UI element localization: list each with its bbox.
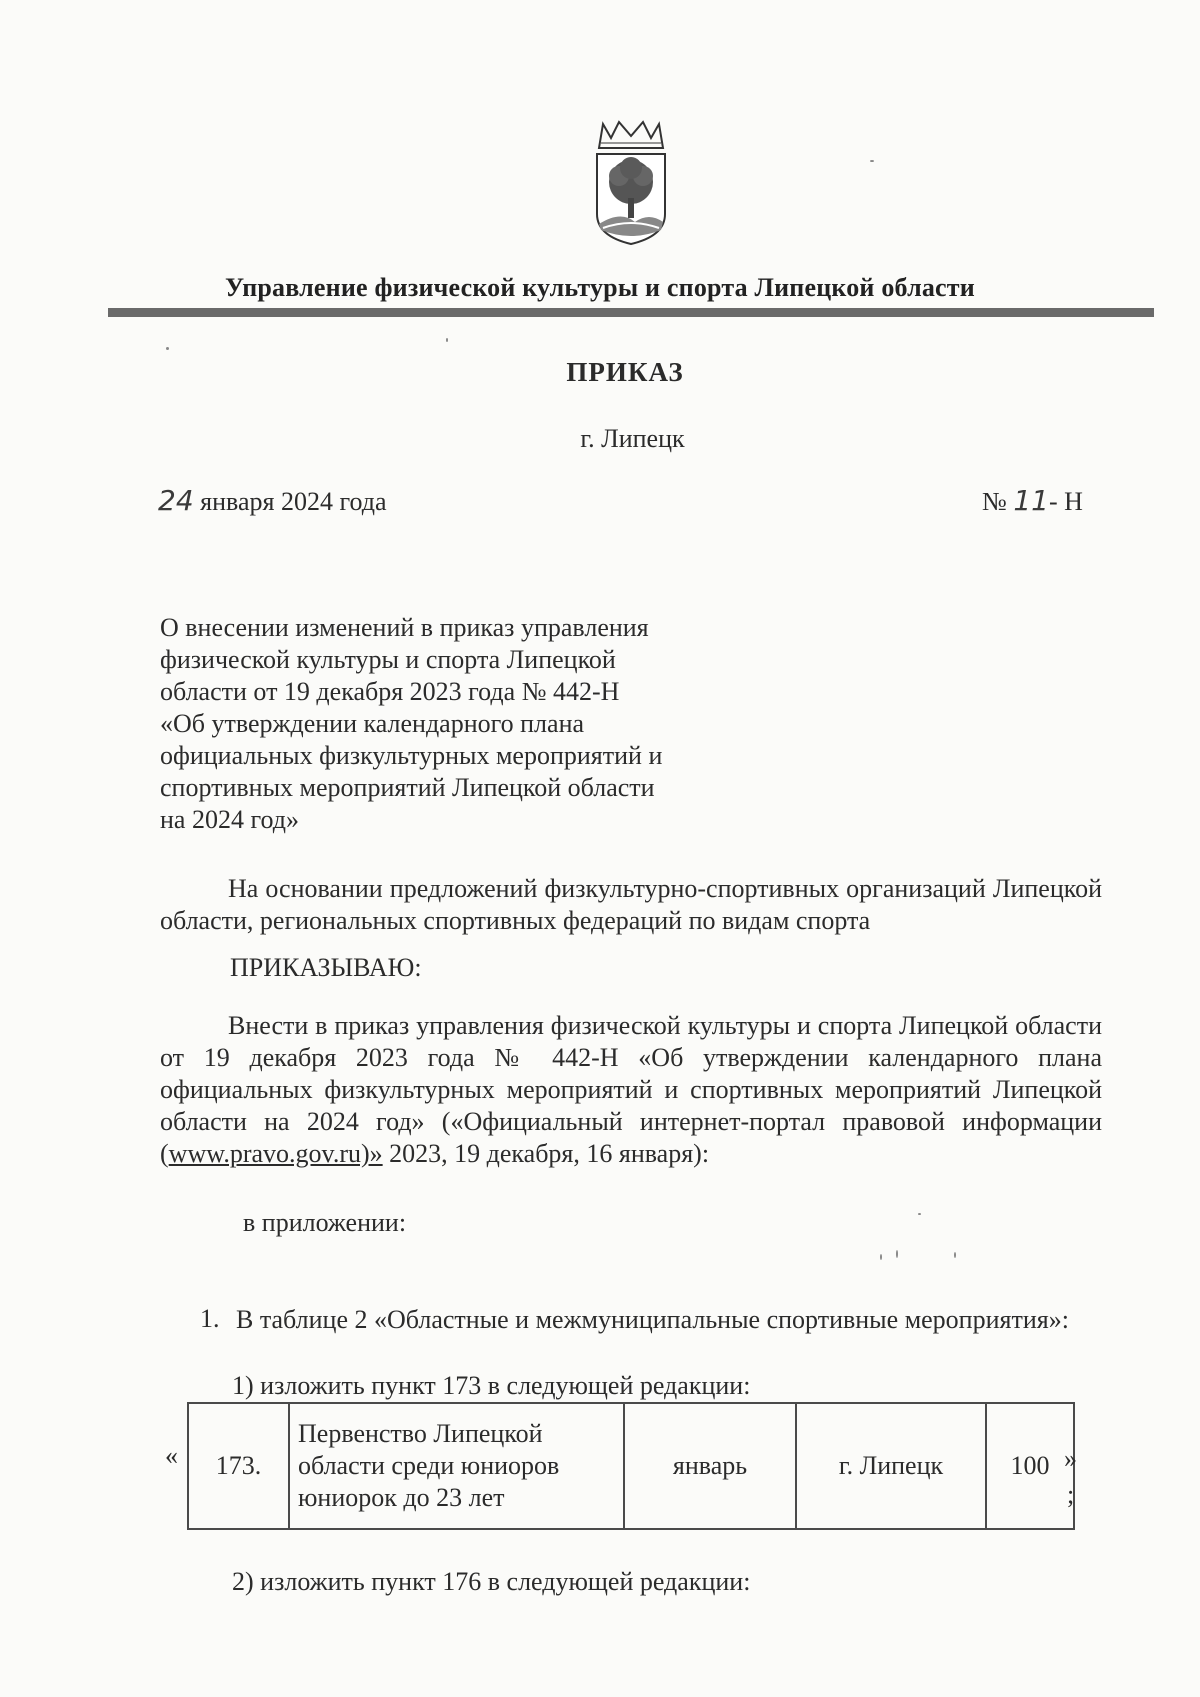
- document-subject: [160, 612, 780, 836]
- date-day-handwritten: 24: [158, 484, 194, 517]
- scan-speck: [870, 160, 874, 162]
- annex-line: в приложении:: [243, 1208, 407, 1237]
- basis-paragraph: На основании предложений физкультурно-спортивных организаций Липецкой области, региональных спортивных федераций по видам спорта: [160, 874, 1102, 935]
- cell-month: январь: [624, 1403, 796, 1529]
- scan-speck: [896, 1250, 898, 1258]
- subitem-2: 2) изложить пункт 176 в следующей редакции:: [232, 1567, 751, 1596]
- scan-speck: [880, 1254, 882, 1260]
- document-date: [158, 484, 386, 517]
- header-divider: [108, 308, 1154, 317]
- quote-close: »: [1064, 1444, 1077, 1473]
- number-suffix: - Н: [1048, 487, 1083, 516]
- number-handwritten: 11: [1013, 484, 1049, 517]
- subject-line: области от 19 декабря 2023 года № 442-Н: [160, 677, 620, 706]
- subject-line: «Об утверждении календарного плана: [160, 709, 585, 738]
- number-sign: №: [982, 487, 1007, 516]
- cell-event-name: [289, 1403, 624, 1529]
- event-name-line: области среди юниоров: [298, 1451, 560, 1480]
- subject-line: О внесении изменений в приказ управления: [160, 613, 649, 642]
- document-city: г. Липецк: [580, 424, 685, 453]
- amendment-paragraph: [160, 1010, 1102, 1170]
- subject-line: официальных физкультурных мероприятий и: [160, 741, 663, 770]
- orders-heading: ПРИКАЗЫВАЮ:: [230, 953, 422, 982]
- organization-name: Управление физической культуры и спорта Липецкой области: [225, 273, 975, 302]
- amendment-text-end: 2023, 19 декабря, 16 января):: [382, 1139, 710, 1168]
- subject-line: на 2024 год»: [160, 805, 299, 834]
- list-item-number: 1.: [200, 1304, 220, 1333]
- subject-line: спортивных мероприятий Липецкой области: [160, 773, 655, 802]
- event-name-line: юниорок до 23 лет: [298, 1483, 505, 1512]
- lipetsk-coat-of-arms-icon: [591, 118, 671, 246]
- scan-speck: [446, 338, 448, 342]
- quote-open: «: [165, 1441, 178, 1470]
- semicolon: ;: [1067, 1480, 1075, 1509]
- scan-speck: [918, 1213, 921, 1215]
- scan-speck: [954, 1252, 956, 1258]
- document-title: ПРИКАЗ: [566, 357, 684, 387]
- amendment-text: Внести в приказ управления физической культуры и спорта Липецкой области от 19 декабря 2023 года № 442-Н «Об утверждении календарного плана официальных физкультурных мероприятий и спортивных мероприятий Липецкой области на 2024 год» («Официальный интернет-портал правовой информации (: [160, 1011, 1102, 1168]
- list-item-text: В таблице 2 «Областные и межмуниципальные спортивные мероприятия»:: [236, 1305, 1069, 1334]
- subject-line: физической культуры и спорта Липецкой: [160, 645, 616, 674]
- cell-participants: 100: [986, 1403, 1074, 1529]
- document-number: [982, 484, 1083, 517]
- cell-number: 173.: [188, 1403, 289, 1529]
- event-name-line: Первенство Липецкой: [298, 1419, 543, 1448]
- cell-place: г. Липецк: [796, 1403, 986, 1529]
- table-row: [188, 1403, 1074, 1529]
- pravo-link[interactable]: www.pravo.gov.ru)»: [168, 1139, 383, 1168]
- date-month-year: января 2024 года: [200, 487, 387, 516]
- scan-speck: [166, 347, 169, 350]
- subitem-1: 1) изложить пункт 173 в следующей редакции:: [232, 1371, 751, 1400]
- events-table: [187, 1402, 1075, 1530]
